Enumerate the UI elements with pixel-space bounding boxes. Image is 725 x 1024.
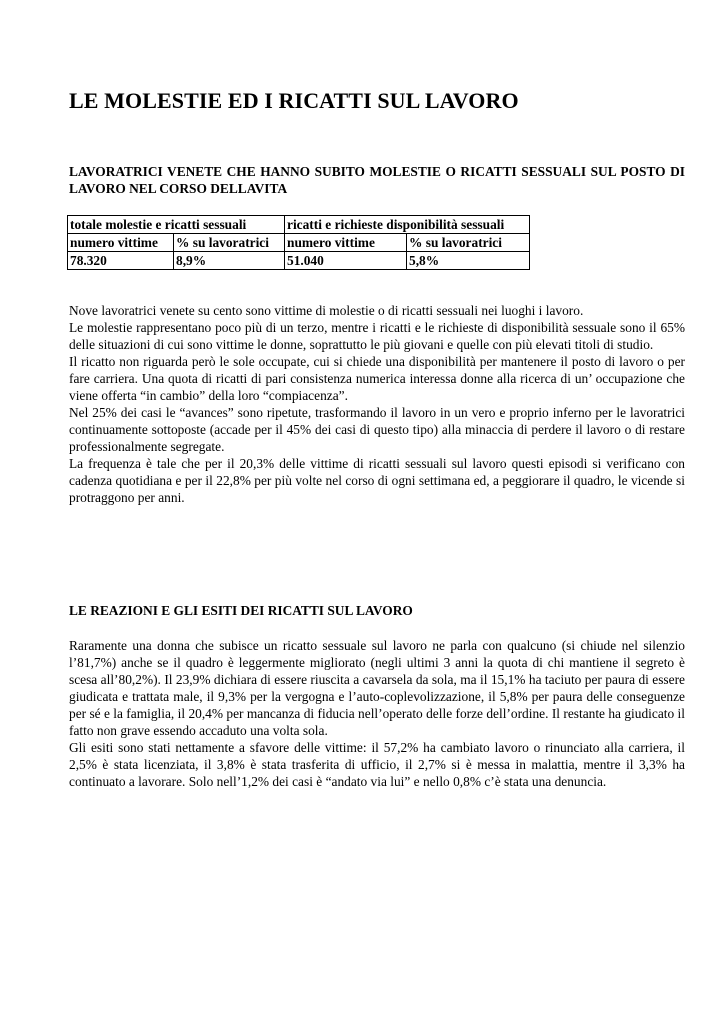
page-title: LE MOLESTIE ED I RICATTI SUL LAVORO bbox=[69, 88, 519, 113]
paragraph: Nel 25% dei casi le “avances” sono ripetute, trasformando il lavoro in un vero e proprio inferno per le lavoratrici continuamente sottoposte (accade per il 45% dei casi di questo tipo) alla minaccia di perdere il lavoro o di restare professionalmente segregate. bbox=[69, 405, 685, 454]
paragraph: Le molestie rappresentano poco più di un terzo, mentre i ricatti e le richieste di disponibilità sessuale sono il 65% delle situazioni di cui sono vittime le donne, soprattutto le più giovani e quelle con più elevati titoli di studio. bbox=[69, 320, 685, 352]
paragraph: Nove lavoratrici venete su cento sono vittime di molestie o di ricatti sessuali nei luoghi i lavoro. bbox=[69, 303, 584, 318]
table-group-header-row bbox=[68, 216, 530, 234]
table-column-header: % su lavoratrici bbox=[407, 234, 530, 252]
table-cell: 8,9% bbox=[174, 252, 285, 270]
table-column-header: numero vittime bbox=[285, 234, 407, 252]
table-cell: 51.040 bbox=[285, 252, 407, 270]
table-column-header-row bbox=[68, 234, 530, 252]
table-column-header: % su lavoratrici bbox=[174, 234, 285, 252]
paragraph: Il ricatto non riguarda però le sole occupate, cui si chiede una disponibilità per mantenere il posto di lavoro o per fare carriera. Una quota di ricatti di pari consistenza numerica interessa donne alla ricerca di un’ occupazione che viene offerta “in cambio” della loro “compiacenza”. bbox=[69, 354, 685, 403]
table-group-header: ricatti e richieste disponibilità sessuali bbox=[285, 216, 530, 234]
table-cell: 78.320 bbox=[68, 252, 174, 270]
section-subtitle: LAVORATRICI VENETE CHE HANNO SUBITO MOLESTIE O RICATTI SESSUALI SUL POSTO DI LAVORO NEL CORSO DELLAVITA bbox=[69, 164, 685, 196]
statistics-table bbox=[67, 215, 530, 270]
table-group-header: totale molestie e ricatti sessuali bbox=[68, 216, 285, 234]
paragraph: Raramente una donna che subisce un ricatto sessuale sul lavoro ne parla con qualcuno (si chiude nel silenzio l’81,7%) anche se il quadro è leggermente migliorato (negli ultimi 3 anni la quota di chi mantiene il segreto è scesa all’80,2%). Il 23,9% dichiara di essere riuscita a cavarsela da sola, ma il 15,1% ha taciuto per paura di essere giudicata e trattata male, il 9,3% per la vergogna e l’auto-coplevolizzazione, il 5,8% per paura delle conseguenze per sé e la famiglia, il 20,4% per mancanza di fiducia nell’operato delle forze dell’ordine. Il restante ha giudicato il fatto non grave essendo accaduto una volta sola. bbox=[69, 638, 685, 738]
table-cell: 5,8% bbox=[407, 252, 530, 270]
table-column-header: numero vittime bbox=[68, 234, 174, 252]
paragraph: La frequenza è tale che per il 20,3% delle vittime di ricatti sessuali sul lavoro questi episodi si verificano con cadenza quotidiana e per il 22,8% per più volte nel corso di ogni settimana ed, a peggiorare il quadro, le vicende si protraggono per anni. bbox=[69, 456, 685, 505]
section2-body bbox=[69, 637, 685, 790]
section-heading: LE REAZIONI E GLI ESITI DEI RICATTI SUL LAVORO bbox=[69, 603, 413, 618]
table-row bbox=[68, 252, 530, 270]
paragraph: Gli esiti sono stati nettamente a sfavore delle vittime: il 57,2% ha cambiato lavoro o rinunciato alla carriera, il 2,5% è stata licenziata, il 3,8% è stata trasferita di ufficio, il 2,7% si è messa in malattia, mentre il 3,3% ha continuato a lavorare. Solo nell’1,2% dei casi è “andato via lui” e nello 0,8% c’è stata una denuncia. bbox=[69, 740, 685, 789]
section1-body bbox=[69, 302, 685, 506]
